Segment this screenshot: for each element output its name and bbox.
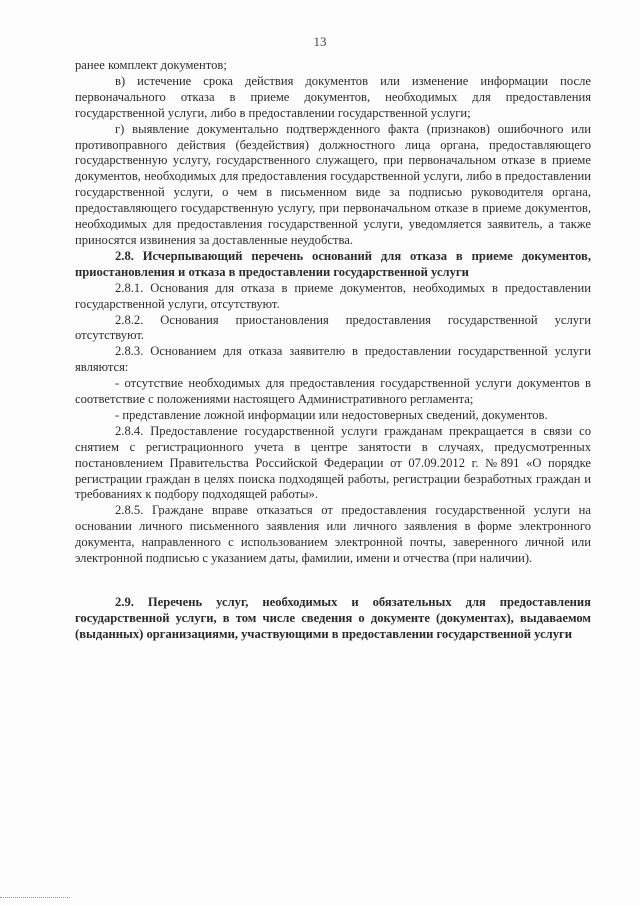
section-spacer <box>75 567 591 595</box>
list-item-absence-documents: - отсутствие необходимых для предоставления государственной услуги документов в соответствие с положениями настоящего Административного регламента; <box>75 376 591 407</box>
list-item-false-information: - представление ложной информации или недостоверных сведений, документов. <box>115 407 548 422</box>
paragraph-item-v: в) истечение срока действия документов или изменение информации после первоначального отказа в приеме документов, необходимых для предоставления государственной услуги, либо в предоставлении государственной услуги; <box>75 73 591 120</box>
section-heading-2-8: 2.8. Исчерпывающий перечень оснований для отказа в приеме документов, приостановления и отказа в предоставлении государственной услуги <box>75 248 591 279</box>
paragraph-2-8-2: 2.8.2. Основания приостановления предоставления государственной услуги отсутствуют. <box>75 312 591 343</box>
paragraph-2-8-4: 2.8.4. Предоставление государственной услуги гражданам прекращается в связи со снятием с регистрационного учета в центре занятости в случаях, предусмотренных постановлением Правительства Российской Федерации от 07.09.2012 г. №891 «О порядке регистрации граждан в целях поиска подходящей работы, регистрации безработных граждан и требованиях к подбору подходящей работы». <box>75 423 591 502</box>
paragraph-2-8-5: 2.8.5. Граждане вправе отказаться от предоставления государственной услуги на основании личного письменного заявления или личного заявления в форме электронного документа, направленного с использованием электронной почты, заверенного личной или электронной подписью с указанием даты, фамилии, имени и отчества (при наличии). <box>75 503 591 566</box>
section-heading-2-9: 2.9. Перечень услуг, необходимых и обязательных для предоставления государственной услуги, в том числе сведения о документе (документах), выдаваемом (выданных) организациями, участвующими в предоставлении государственной услуги <box>75 595 591 641</box>
paragraph-continuation: ранее комплект документов; <box>75 58 227 72</box>
paragraph-2-8-1: 2.8.1. Основания для отказа в приеме документов, необходимых в предоставлении государственной услуги, отсутствуют. <box>75 280 591 311</box>
document-body <box>75 58 591 643</box>
paragraph-item-g: г) выявление документально подтвержденного факта (признаков) ошибочного или противоправного действия (бездействия) должностного лица органа, предоставляющего государственную услугу, государственного служащего, при первоначальном отказе в приеме документов, необходимых для предоставления государственной услуги, либо в предоставлении государственной услуги, о чем в письменном виде за подписью руководителя органа, предоставляющего государственную услугу, при первоначальном отказе в приеме документов, необходимых для предоставления государственной услуги, уведомляется заявитель, а также приносятся извинения за доставленные неудобства. <box>75 121 591 247</box>
page-number: 13 <box>313 34 327 49</box>
paragraph-2-8-3: 2.8.3. Основанием для отказа заявителю в предоставлении государственной услуги являются: <box>75 344 591 375</box>
scan-edge-artifact <box>0 897 70 898</box>
